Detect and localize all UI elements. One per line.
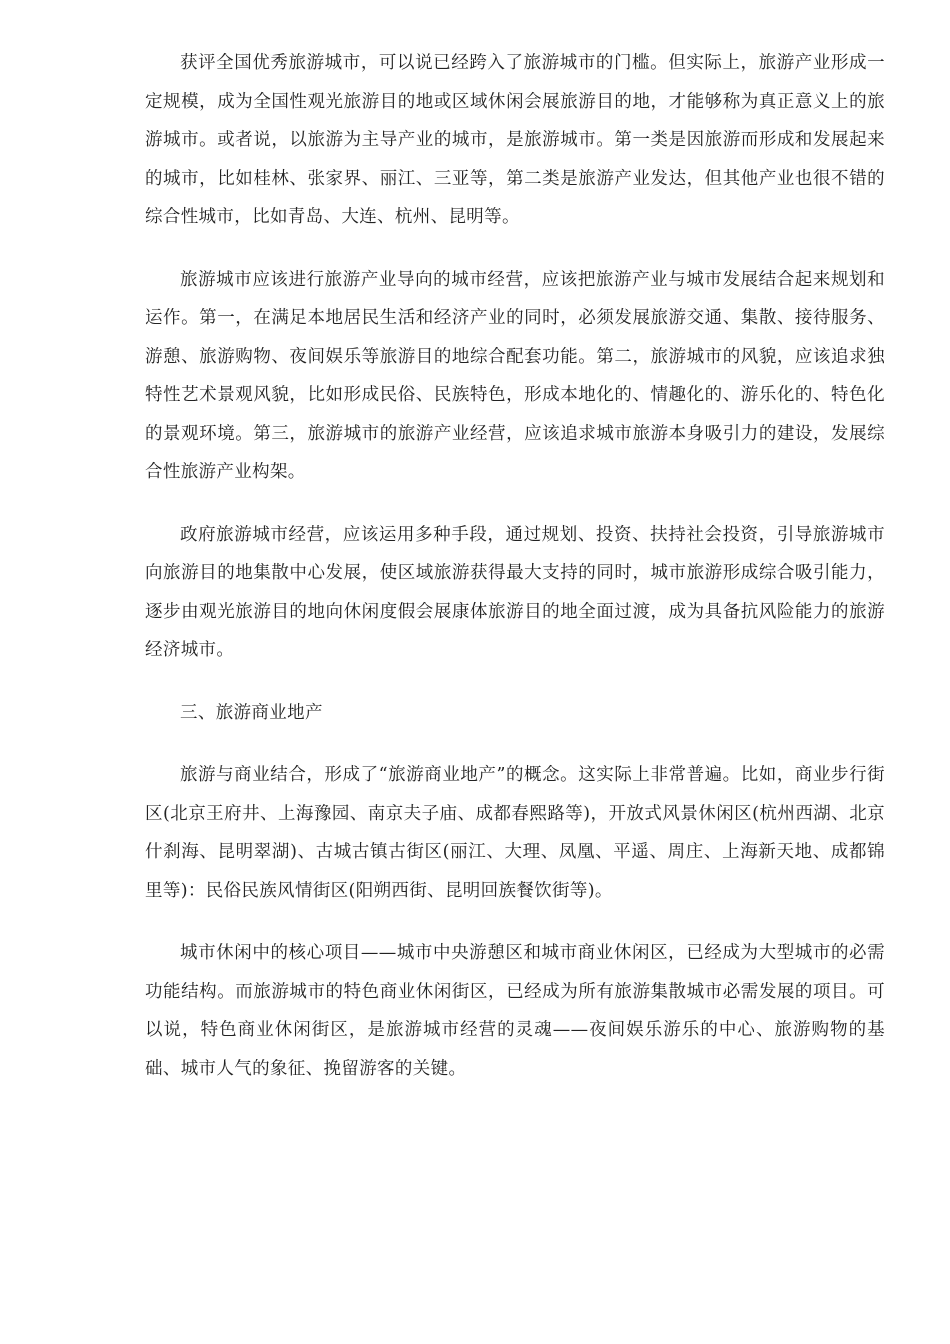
- section-heading: 三、旅游商业地产: [180, 702, 323, 723]
- paragraph-city-leisure-core-project: 城市休闲中的核心项目——城市中央游憩区和城市商业休闲区，已经成为大型城市的必需功能结构。而旅游城市的特色商业休闲街区，已经成为所有旅游集散城市必需发展的项目。可以说，特色商业休闲街区，是旅游城市经营的灵魂——夜间娱乐游乐的中心、旅游购物的基础、城市人气的象征、挽留游客的关键。: [145, 943, 885, 1079]
- paragraph-tourism-commercial-real-estate: 旅游与商业结合，形成了“旅游商业地产”的概念。这实际上非常普遍。比如，商业步行街区(北京王府井、上海豫园、南京夫子庙、成都春熙路等)，开放式风景休闲区(杭州西湖、北京什刹海、昆明翠湖)、古城古镇古街区(丽江、大理、凤凰、平遥、周庄、上海新天地、成都锦里等)：民俗民族风情街区(阳朔西街、昆明回族餐饮街等)。: [145, 765, 885, 901]
- paragraph-tourism-city-definition: 获评全国优秀旅游城市，可以说已经跨入了旅游城市的门槛。但实际上，旅游产业形成一定规模，成为全国性观光旅游目的地或区域休闲会展旅游目的地，才能够称为真正意义上的旅游城市。或者说，以旅游为主导产业的城市，是旅游城市。第一类是因旅游而形成和发展起来的城市，比如桂林、张家界、丽江、三亚等，第二类是旅游产业发达，但其他产业也很不错的综合性城市，比如青岛、大连、杭州、昆明等。: [145, 53, 885, 227]
- paragraph-government-management: 政府旅游城市经营，应该运用多种手段，通过规划、投资、扶持社会投资，引导旅游城市向旅游目的地集散中心发展，使区域旅游获得最大支持的同时，城市旅游形成综合吸引能力，逐步由观光旅游目的地向休闲度假会展康体旅游目的地全面过渡，成为具备抗风险能力的旅游经济城市。: [145, 524, 885, 660]
- document-body: [145, 44, 885, 1112]
- paragraph-tourism-city-operation: 旅游城市应该进行旅游产业导向的城市经营，应该把旅游产业与城市发展结合起来规划和运作。第一，在满足本地居民生活和经济产业的同时，必须发展旅游交通、集散、接待服务、游憩、旅游购物、夜间娱乐等旅游目的地综合配套功能。第二，旅游城市的风貌，应该追求独特性艺术景观风貌，比如形成民俗、民族特色，形成本地化的、情趣化的、游乐化的、特色化的景观环境。第三，旅游城市的旅游产业经营，应该追求城市旅游本身吸引力的建设，发展综合性旅游产业构架。: [145, 269, 885, 482]
